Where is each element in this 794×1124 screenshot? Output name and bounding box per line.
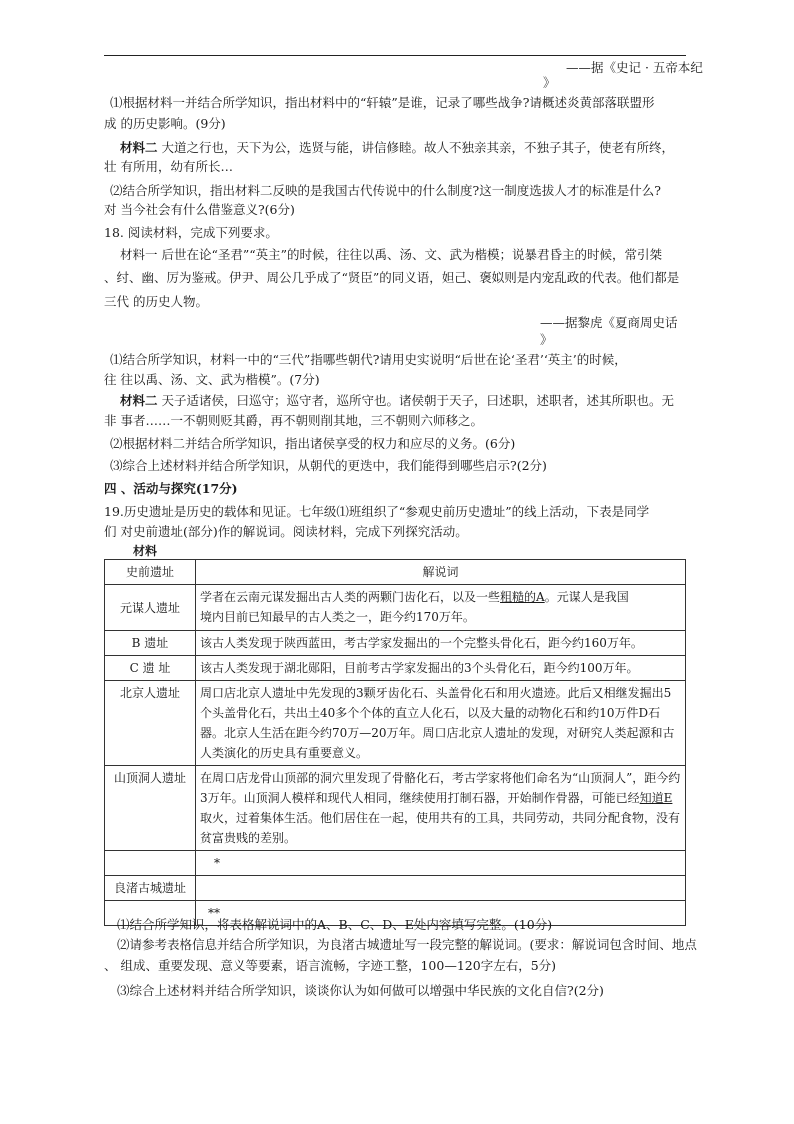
material-18-1-line-3: 三代 的历史人物。: [104, 294, 208, 309]
table-caption: 材料: [133, 544, 158, 558]
question-17-2: ⑵结合所学知识，指出材料二反映的是我国古代传说中的什么制度?这一制度选拔人才的标准是什么?: [110, 183, 661, 198]
table-header-site: 史前遗址: [105, 560, 196, 585]
question-18-1-cont: 往 往以禹、汤、文、武为楷模”。(7分): [104, 372, 320, 387]
question-18-2: ⑵根据材料二并结合所学知识，指出诸侯享受的权力和应尽的义务。(6分): [110, 436, 516, 451]
site-commentary: [196, 876, 686, 901]
table-row: [105, 766, 686, 851]
top-rule: [104, 55, 686, 56]
site-name: 北京人遗址: [105, 681, 196, 766]
site-commentary: **: [196, 901, 686, 926]
source-citation-end: 》: [543, 75, 556, 90]
question-18-1: ⑴结合所学知识，材料一中的“三代”指哪些朝代?请用史实说明“后世在论‘圣君’‘英主’的时候，: [110, 352, 627, 367]
question-19-3: ⑶综合上述材料并结合所学知识，谈谈你认为如何做可以增强中华民族的文化自信?(2分): [117, 983, 604, 998]
question-17-1-cont: 成 的历史影响。(9分): [104, 116, 226, 131]
source-citation: ——据《史记 · 五帝本纪: [566, 60, 703, 75]
material-2-line-2: 壮 有所用，幼有所长…: [104, 159, 233, 174]
site-commentary: *: [196, 851, 686, 876]
site-commentary: 该古人类发现于陕西蓝田，考古学家发掘出的一个完整头骨化石，距今约160万年。: [196, 631, 686, 656]
site-name: [105, 851, 196, 876]
source-citation-2: ——据黎虎《夏商周史话: [540, 315, 678, 330]
question-19-1: ⑴结合所学知识，将表格解说词中的A、B、C、D、E处内容填写完整。(10分): [117, 917, 553, 932]
site-commentary: 该古人类发现于湖北郧阳，目前考古学家发掘出的3个头骨化石，距今约100万年。: [196, 656, 686, 681]
question-17-1: ⑴根据材料一并结合所学知识，指出材料中的“轩辕”是谁，记录了哪些战争?请概述炎黄部落联盟形: [110, 95, 655, 110]
material-18-2-label: 材料二: [120, 393, 158, 408]
table-row: [105, 851, 686, 876]
material-18-1-line-2: 、纣、幽、厉为鉴戒。伊尹、周公几乎成了“贤臣”的同义语，妲己、褒姒则是内宠乱政的代表。他们都是: [104, 270, 680, 285]
question-18-title: 18. 阅读材料，完成下列要求。: [104, 225, 278, 240]
table-row: [105, 681, 686, 766]
site-name: 良渚古城遗址: [105, 876, 196, 901]
site-commentary: 在周口店龙骨山顶部的洞穴里发现了骨骼化石，考古学家将他们命名为“山顶洞人”，距今约3万年。山顶洞人模样和现代人相同，继续使用打制石器，开始制作骨器，可能已经知道E取火，过着集体生活。他们居住在一起，使用共有的工具，共同劳动，共同分配食物，没有贫富贵贱的差别。: [196, 766, 686, 851]
material-18-2-line-1: 材料二 天子适诸侯，曰巡守；巡守者，巡所守也。诸侯朝于天子，曰述职，述职者，述其所职也。无: [120, 393, 675, 408]
site-commentary: 学者在云南元谋发掘出古人类的两颗门齿化石，以及一些粗糙的A。元谋人是我国 境内目前已知最早的古人类之一，距今约170万年。: [196, 585, 686, 631]
question-17-2-cont: 对 当今社会有什么借鉴意义?(6分): [104, 202, 295, 217]
blank-e: 知道E: [639, 791, 673, 805]
question-18-3: ⑶综合上述材料并结合所学知识，从朝代的更迭中，我们能得到哪些启示?(2分): [110, 458, 547, 473]
site-name: 元谋人遗址: [105, 585, 196, 631]
site-name: C 遗 址: [105, 656, 196, 681]
site-name: 山顶洞人遗址: [105, 766, 196, 851]
table-row: [105, 631, 686, 656]
source-citation-2-end: 》: [540, 332, 553, 347]
material-18-1-line-1: 材料一 后世在论“圣君”“英主”的时候，往往以禹、汤、文、武为楷模；说暴君昏主的时候，常引桀: [120, 247, 663, 262]
question-19-2-cont: 、 组成、重要发现、意义等要素，语言流畅，字迹工整，100—120字左右，5分): [104, 958, 557, 973]
table-header-row: [105, 560, 686, 585]
site-commentary: 周口店北京人遗址中先发现的3颗牙齿化石、头盖骨化石和用火遗迹。此后又相继发掘出5个头盖骨化石，共出土40多个个体的直立人化石，以及大量的动物化石和约10万件D石器。北京人生活在距今约70万—20万年。周口店北京人遗址的发现，对研究人类起源和古人类演化的历史具有重要意义。: [196, 681, 686, 766]
table-header-commentary: 解说词: [196, 560, 686, 585]
question-19-intro-cont: 们 对史前遗址(部分)作的解说词。阅读材料，完成下列探究活动。: [104, 524, 468, 539]
site-name: B 遗址: [105, 631, 196, 656]
blank-a: 粗糙的A: [500, 590, 545, 604]
material-2-line-1: 材料二 大道之行也，天下为公，选贤与能，讲信修睦。故人不独亲其亲，不独子其子，使老有所终，: [120, 140, 675, 155]
prehistoric-sites-table: [104, 559, 686, 926]
material-2-label: 材料二: [120, 140, 158, 155]
table-row: [105, 585, 686, 631]
section-4-heading: 四 、活动与探究(17分): [104, 481, 238, 496]
question-19-intro: 19.历史遗址是历史的载体和见证。七年级⑴班组织了“参观史前历史遗址”的线上活动，下表是同学: [104, 504, 650, 519]
table-row: [105, 876, 686, 901]
question-19-2: ⑵请参考表格信息并结合所学知识，为良渚古城遗址写一段完整的解说词。(要求：解说词包含时间、地点: [117, 937, 697, 952]
material-18-2-line-2: 非 事者……一不朝则贬其爵，再不朝则削其地，三不朝则六师移之。: [104, 413, 483, 428]
table-row: [105, 656, 686, 681]
